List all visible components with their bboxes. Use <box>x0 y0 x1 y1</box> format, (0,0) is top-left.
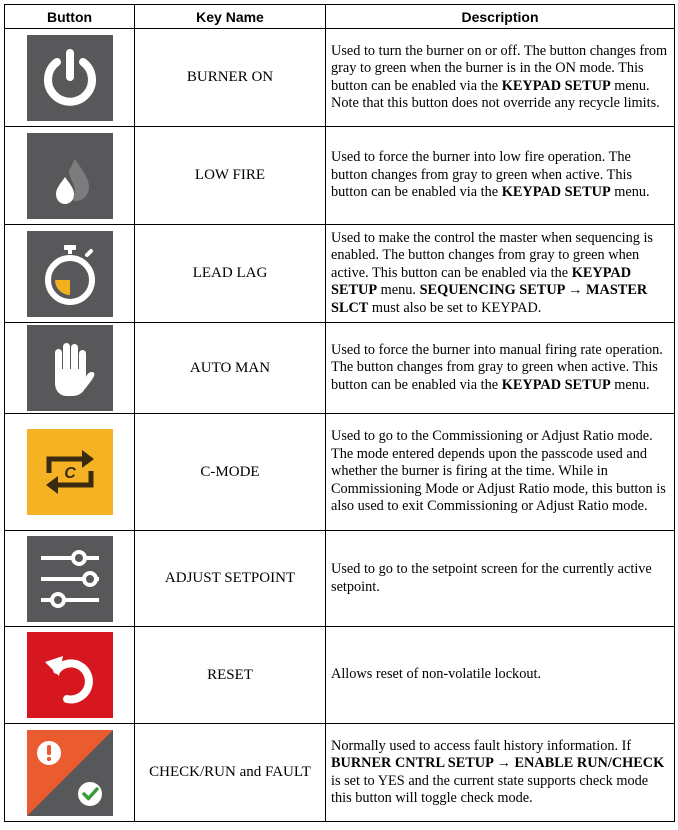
key-name: LEAD LAG <box>135 225 326 323</box>
lead-lag-button[interactable] <box>27 231 113 317</box>
svg-text:C: C <box>63 465 76 482</box>
description: Used to force the burner into low fire operation. The button changes from gray to green when active. This button can be enabled via the KEYPAD SETUP menu. <box>326 127 675 225</box>
key-name: ADJUST SETPOINT <box>135 531 326 627</box>
hand-icon <box>27 325 113 411</box>
description: Used to turn the burner on or off. The button changes from gray to green when the burner is in the ON mode. This button can be enabled via the KEYPAD SETUP menu. Note that this button does not override any recycle limits. <box>326 29 675 127</box>
table-row <box>5 127 675 225</box>
description: Used to make the control the master when sequencing is enabled. The button changes from gray to green when active. This button can be enabled via the KEYPAD SETUP menu. SEQUENCING SETUP → MASTER SLCT must also be set to KEYPAD. <box>326 225 675 323</box>
check-run-fault-button[interactable] <box>27 730 113 816</box>
description: Used to go to the Commissioning or Adjust Ratio mode. The mode entered depends upon the passcode used and whether the burner is firing at the time. While in Commissioning Mode or Adjust Ratio mode, this button is also used to exit Commissioning or Adjust Ratio mode. <box>326 414 675 531</box>
sliders-icon <box>27 536 113 622</box>
button-reference-table <box>4 4 675 822</box>
description: Allows reset of non-volatile lockout. <box>326 627 675 724</box>
burner-on-button[interactable] <box>27 35 113 121</box>
table-header-row <box>5 5 675 29</box>
table-row <box>5 627 675 724</box>
alert-check-icon <box>27 730 113 816</box>
key-name: RESET <box>135 627 326 724</box>
header-key-name: Key Name <box>135 5 326 29</box>
description: Normally used to access fault history information. If BURNER CNTRL SETUP → ENABLE RUN/CHECK is set to YES and the current state supports check mode this button will toggle check mode. <box>326 724 675 822</box>
low-fire-button[interactable] <box>27 133 113 219</box>
reset-button[interactable] <box>27 632 113 718</box>
description: Used to force the burner into manual firing rate operation. The button changes from gray to green when active. This button can be enabled via the KEYPAD SETUP menu. <box>326 323 675 414</box>
key-name: BURNER ON <box>135 29 326 127</box>
flame-drops-icon <box>27 133 113 219</box>
key-name: LOW FIRE <box>135 127 326 225</box>
table-row <box>5 414 675 531</box>
undo-arrow-icon <box>27 632 113 718</box>
stopwatch-icon <box>27 231 113 317</box>
table-row <box>5 724 675 822</box>
power-icon <box>27 35 113 121</box>
c-mode-button[interactable] <box>27 429 113 515</box>
description: Used to go to the setpoint screen for the currently active setpoint. <box>326 531 675 627</box>
table-row <box>5 323 675 414</box>
key-name: CHECK/RUN and FAULT <box>135 724 326 822</box>
auto-man-button[interactable] <box>27 325 113 411</box>
header-description: Description <box>326 5 675 29</box>
header-button: Button <box>5 5 135 29</box>
table-row <box>5 531 675 627</box>
table-row <box>5 29 675 127</box>
cycle-c-icon <box>27 429 113 515</box>
adjust-setpoint-button[interactable] <box>27 536 113 622</box>
table-row <box>5 225 675 323</box>
key-name: AUTO MAN <box>135 323 326 414</box>
key-name: C-MODE <box>135 414 326 531</box>
